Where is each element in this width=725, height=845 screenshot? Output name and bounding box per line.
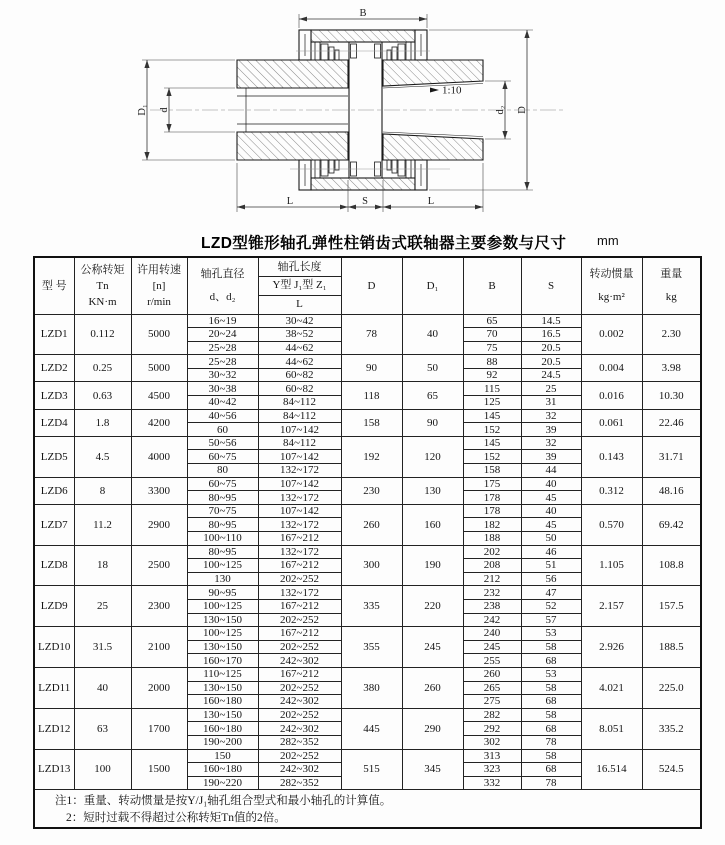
cell-bore-length: 107~142	[258, 504, 341, 518]
cell-speed: 2900	[131, 504, 187, 545]
cell-S: 68	[521, 695, 581, 709]
cell-model: LZD1	[34, 314, 74, 355]
cell-bore-diameter: 60	[187, 423, 258, 437]
cell-model: LZD10	[34, 627, 74, 668]
cell-inertia: 0.004	[581, 355, 642, 382]
cell-bore-diameter: 80	[187, 464, 258, 478]
cell-torque: 11.2	[74, 504, 131, 545]
cell-torque: 8	[74, 477, 131, 504]
left-hub-top-section	[237, 60, 348, 88]
cell-B: 152	[463, 450, 521, 464]
cell-bore-length: 202~252	[258, 613, 341, 627]
cell-S: 20.5	[521, 341, 581, 355]
dim-label-S: S	[362, 196, 368, 207]
cell-inertia: 2.157	[581, 586, 642, 627]
table-header	[34, 257, 701, 314]
cell-D1: 290	[402, 708, 463, 749]
cell-weight: 48.16	[642, 477, 701, 504]
cell-bore-length: 202~252	[258, 749, 341, 763]
cell-speed: 4500	[131, 382, 187, 409]
cell-D1: 190	[402, 545, 463, 586]
cell-D: 380	[341, 667, 402, 708]
cell-S: 16.5	[521, 328, 581, 342]
cell-speed: 5000	[131, 355, 187, 382]
cell-bore-length: 132~172	[258, 464, 341, 478]
table-row	[34, 749, 701, 763]
cell-model: LZD6	[34, 477, 74, 504]
cell-model: LZD5	[34, 436, 74, 477]
cell-S: 56	[521, 572, 581, 586]
cell-bore-length: 44~62	[258, 341, 341, 355]
cell-inertia: 0.570	[581, 504, 642, 545]
cell-weight: 69.42	[642, 504, 701, 545]
cell-S: 78	[521, 776, 581, 790]
cell-weight: 335.2	[642, 708, 701, 749]
cell-D1: 90	[402, 409, 463, 436]
col-header-B: B	[463, 257, 521, 314]
cell-B: 125	[463, 396, 521, 410]
cell-weight: 225.0	[642, 667, 701, 708]
cell-torque: 0.25	[74, 355, 131, 382]
cell-speed: 4200	[131, 409, 187, 436]
unit-label: mm	[597, 233, 619, 248]
cell-B: 175	[463, 477, 521, 491]
parameters-table	[33, 256, 702, 829]
cell-bore-diameter: 190~220	[187, 776, 258, 790]
dim-label-D1: D₁	[137, 104, 148, 116]
cell-B: 92	[463, 368, 521, 382]
cell-model: LZD11	[34, 667, 74, 708]
cell-inertia: 16.514	[581, 749, 642, 790]
cell-bore-diameter: 190~200	[187, 735, 258, 749]
cell-inertia: 2.926	[581, 627, 642, 668]
cell-bore-diameter: 70~75	[187, 504, 258, 518]
cell-bore-diameter: 60~75	[187, 477, 258, 491]
cell-torque: 1.8	[74, 409, 131, 436]
taper-label: 1:10	[442, 84, 462, 97]
table-row	[34, 382, 701, 396]
cell-speed: 1500	[131, 749, 187, 790]
note-2: 2：短时过载不得超过公称转矩Tn值的2倍。	[66, 811, 286, 824]
table-row	[34, 708, 701, 722]
cell-bore-diameter: 50~56	[187, 436, 258, 450]
cell-S: 58	[521, 640, 581, 654]
cell-B: 242	[463, 613, 521, 627]
cell-bore-diameter: 30~32	[187, 368, 258, 382]
cell-bore-length: 132~172	[258, 491, 341, 505]
cell-bore-diameter: 80~95	[187, 491, 258, 505]
cell-B: 178	[463, 504, 521, 518]
cell-S: 44	[521, 464, 581, 478]
cell-bore-length: 44~62	[258, 355, 341, 369]
cell-bore-diameter: 100~125	[187, 599, 258, 613]
notes-cell	[34, 790, 701, 828]
cell-inertia: 0.312	[581, 477, 642, 504]
cell-B: 178	[463, 491, 521, 505]
table-row	[34, 436, 701, 450]
cell-B: 202	[463, 545, 521, 559]
cell-S: 20.5	[521, 355, 581, 369]
cell-S: 58	[521, 749, 581, 763]
table-row	[34, 409, 701, 423]
dim-label-L-left: L	[286, 196, 294, 207]
cell-S: 24.5	[521, 368, 581, 382]
cell-B: 260	[463, 667, 521, 681]
cell-S: 57	[521, 613, 581, 627]
cell-S: 51	[521, 559, 581, 573]
cell-D1: 50	[402, 355, 463, 382]
table-notes	[34, 790, 701, 828]
right-hub-top-section	[383, 60, 483, 86]
cell-S: 45	[521, 518, 581, 532]
cell-weight: 31.71	[642, 436, 701, 477]
cell-S: 14.5	[521, 314, 581, 328]
cell-bore-length: 60~82	[258, 382, 341, 396]
cell-D1: 260	[402, 667, 463, 708]
cell-torque: 25	[74, 586, 131, 627]
cell-weight: 524.5	[642, 749, 701, 790]
cell-bore-length: 167~212	[258, 599, 341, 613]
cell-B: 188	[463, 532, 521, 546]
cell-bore-length: 167~212	[258, 667, 341, 681]
cell-bore-diameter: 20~24	[187, 328, 258, 342]
cell-D: 158	[341, 409, 402, 436]
cell-weight: 157.5	[642, 586, 701, 627]
cell-torque: 18	[74, 545, 131, 586]
cell-model: LZD7	[34, 504, 74, 545]
cell-weight: 3.98	[642, 355, 701, 382]
cell-bore-length: 84~112	[258, 409, 341, 423]
col-header-bore-diameter: 轴孔直径 d、d₂	[187, 257, 258, 314]
dim-label-d: d	[159, 107, 170, 113]
cell-S: 50	[521, 532, 581, 546]
cell-model: LZD3	[34, 382, 74, 409]
cell-bore-length: 282~352	[258, 735, 341, 749]
cell-B: 70	[463, 328, 521, 342]
cell-torque: 31.5	[74, 627, 131, 668]
table-row	[34, 314, 701, 328]
col-header-weight: 重量 kg	[642, 257, 701, 314]
table-row	[34, 355, 701, 369]
cell-B: 240	[463, 627, 521, 641]
cell-bore-diameter: 30~38	[187, 382, 258, 396]
taper-annotation	[430, 85, 462, 97]
cell-S: 68	[521, 763, 581, 777]
cell-bore-diameter: 100~125	[187, 559, 258, 573]
cell-bore-diameter: 80~95	[187, 545, 258, 559]
cell-B: 292	[463, 722, 521, 736]
cell-bore-length: 242~302	[258, 654, 341, 668]
cell-model: LZD12	[34, 708, 74, 749]
cell-bore-length: 132~172	[258, 586, 341, 600]
cell-B: 88	[463, 355, 521, 369]
table-row	[34, 504, 701, 518]
cell-weight: 2.30	[642, 314, 701, 355]
col-header-D1: D₁	[402, 257, 463, 314]
cell-S: 32	[521, 409, 581, 423]
cell-bore-diameter: 40~56	[187, 409, 258, 423]
cell-bore-diameter: 130~150	[187, 708, 258, 722]
cell-B: 282	[463, 708, 521, 722]
sleeve-top-ring	[311, 30, 415, 42]
cell-bore-diameter: 40~42	[187, 396, 258, 410]
cell-B: 275	[463, 695, 521, 709]
cell-bore-length: 132~172	[258, 518, 341, 532]
cell-B: 332	[463, 776, 521, 790]
cell-bore-diameter: 130	[187, 572, 258, 586]
cell-speed: 2100	[131, 627, 187, 668]
cell-D1: 345	[402, 749, 463, 790]
col-header-inertia: 转动惯量 kg·m²	[581, 257, 642, 314]
cell-S: 39	[521, 450, 581, 464]
cell-speed: 4000	[131, 436, 187, 477]
cell-bore-length: 167~212	[258, 559, 341, 573]
cell-inertia: 0.002	[581, 314, 642, 355]
cell-B: 245	[463, 640, 521, 654]
cell-bore-diameter: 160~170	[187, 654, 258, 668]
cell-S: 45	[521, 491, 581, 505]
cell-bore-diameter: 100~125	[187, 627, 258, 641]
cell-model: LZD8	[34, 545, 74, 586]
cell-D: 192	[341, 436, 402, 477]
cell-S: 39	[521, 423, 581, 437]
cell-inertia: 4.021	[581, 667, 642, 708]
page-title: LZD型锥形轴孔弹性柱销齿式联轴器主要参数与尺寸	[201, 235, 567, 252]
cell-bore-length: 202~252	[258, 681, 341, 695]
col-header-torque: 公称转矩 Tn KN·m	[74, 257, 131, 314]
table-row	[34, 477, 701, 491]
cell-inertia: 0.143	[581, 436, 642, 477]
cell-model: LZD4	[34, 409, 74, 436]
cell-bore-length: 202~252	[258, 708, 341, 722]
cell-D: 355	[341, 627, 402, 668]
cell-B: 145	[463, 436, 521, 450]
cell-bore-length: 60~82	[258, 368, 341, 382]
cell-B: 65	[463, 314, 521, 328]
cell-D: 78	[341, 314, 402, 355]
cell-speed: 5000	[131, 314, 187, 355]
cell-weight: 22.46	[642, 409, 701, 436]
cell-B: 265	[463, 681, 521, 695]
cell-speed: 2300	[131, 586, 187, 627]
cell-bore-diameter: 60~75	[187, 450, 258, 464]
cell-bore-length: 84~112	[258, 396, 341, 410]
cell-bore-diameter: 80~95	[187, 518, 258, 532]
col-header-speed: 许用转速 [n] r/min	[131, 257, 187, 314]
cell-bore-length: 38~52	[258, 328, 341, 342]
cell-S: 46	[521, 545, 581, 559]
cell-B: 75	[463, 341, 521, 355]
cell-speed: 2000	[131, 667, 187, 708]
table-row	[34, 627, 701, 641]
cell-bore-length: 242~302	[258, 722, 341, 736]
cell-speed: 3300	[131, 477, 187, 504]
cell-B: 158	[463, 464, 521, 478]
dim-label-B: B	[359, 8, 367, 19]
cell-bore-diameter: 160~180	[187, 695, 258, 709]
cell-torque: 4.5	[74, 436, 131, 477]
cell-S: 25	[521, 382, 581, 396]
col-header-bore-length: 轴孔长度	[258, 257, 341, 276]
left-hub-bottom-section	[237, 132, 348, 160]
cell-bore-length: 202~252	[258, 640, 341, 654]
cell-bore-length: 242~302	[258, 763, 341, 777]
cell-S: 47	[521, 586, 581, 600]
sleeve-bottom-ring	[311, 178, 415, 190]
cell-bore-diameter: 150	[187, 749, 258, 763]
col-header-S: S	[521, 257, 581, 314]
right-hub-bottom-section	[383, 134, 483, 160]
cell-bore-length: 107~142	[258, 423, 341, 437]
cell-B: 115	[463, 382, 521, 396]
cell-S: 53	[521, 667, 581, 681]
cell-S: 58	[521, 681, 581, 695]
cell-bore-length: 132~172	[258, 545, 341, 559]
col-header-D: D	[341, 257, 402, 314]
cell-S: 32	[521, 436, 581, 450]
table-row	[34, 586, 701, 600]
cell-bore-length: 167~212	[258, 532, 341, 546]
cell-bore-length: 107~142	[258, 450, 341, 464]
cell-D1: 245	[402, 627, 463, 668]
cell-S: 40	[521, 477, 581, 491]
cell-bore-diameter: 100~110	[187, 532, 258, 546]
cell-model: LZD9	[34, 586, 74, 627]
cell-bore-diameter: 90~95	[187, 586, 258, 600]
cell-torque: 0.112	[74, 314, 131, 355]
cell-D1: 65	[402, 382, 463, 409]
cell-weight: 108.8	[642, 545, 701, 586]
cell-B: 152	[463, 423, 521, 437]
cell-weight: 188.5	[642, 627, 701, 668]
cell-B: 145	[463, 409, 521, 423]
cell-inertia: 0.016	[581, 382, 642, 409]
cell-D1: 220	[402, 586, 463, 627]
cell-D1: 160	[402, 504, 463, 545]
table-body	[34, 314, 701, 790]
cell-model: LZD2	[34, 355, 74, 382]
coupling-section-drawing	[0, 0, 725, 232]
cell-D1: 130	[402, 477, 463, 504]
cell-bore-diameter: 160~180	[187, 763, 258, 777]
table-row	[34, 667, 701, 681]
cell-D: 118	[341, 382, 402, 409]
cell-bore-length: 30~42	[258, 314, 341, 328]
cell-bore-diameter: 130~150	[187, 681, 258, 695]
cell-bore-length: 107~142	[258, 477, 341, 491]
cell-torque: 63	[74, 708, 131, 749]
cell-bore-diameter: 130~150	[187, 613, 258, 627]
cell-bore-diameter: 110~125	[187, 667, 258, 681]
cell-bore-diameter: 25~28	[187, 355, 258, 369]
cell-B: 313	[463, 749, 521, 763]
table-row	[34, 545, 701, 559]
cell-bore-length: 242~302	[258, 695, 341, 709]
cell-B: 232	[463, 586, 521, 600]
dim-label-d2: d₂	[495, 105, 506, 115]
cell-S: 31	[521, 396, 581, 410]
cell-torque: 0.63	[74, 382, 131, 409]
cell-speed: 2500	[131, 545, 187, 586]
cell-inertia: 1.105	[581, 545, 642, 586]
cell-bore-length: 202~252	[258, 572, 341, 586]
col-header-bore-length-L: L	[258, 295, 341, 314]
dim-label-L-right: L	[427, 196, 435, 207]
dim-label-D: D	[517, 106, 528, 114]
cell-B: 212	[463, 572, 521, 586]
cell-D: 260	[341, 504, 402, 545]
cell-torque: 100	[74, 749, 131, 790]
cell-D: 335	[341, 586, 402, 627]
cell-B: 255	[463, 654, 521, 668]
cell-S: 78	[521, 735, 581, 749]
cell-S: 68	[521, 654, 581, 668]
cell-D: 300	[341, 545, 402, 586]
cell-D1: 120	[402, 436, 463, 477]
cell-bore-length: 282~352	[258, 776, 341, 790]
cell-weight: 10.30	[642, 382, 701, 409]
cell-D: 515	[341, 749, 402, 790]
cell-B: 323	[463, 763, 521, 777]
cell-S: 40	[521, 504, 581, 518]
cell-B: 208	[463, 559, 521, 573]
cell-bore-length: 167~212	[258, 627, 341, 641]
cell-S: 68	[521, 722, 581, 736]
cell-inertia: 8.051	[581, 708, 642, 749]
cell-bore-length: 84~112	[258, 436, 341, 450]
note-1: 注1：重量、转动惯量是按Y/J₁轴孔组合型式和最小轴孔的计算值。	[55, 795, 392, 808]
cell-inertia: 0.061	[581, 409, 642, 436]
cell-model: LZD13	[34, 749, 74, 790]
cell-bore-diameter: 160~180	[187, 722, 258, 736]
cell-bore-diameter: 16~19	[187, 314, 258, 328]
col-header-bore-length-types: Y型 J₁型 Z₁	[258, 276, 341, 295]
cell-S: 53	[521, 627, 581, 641]
cell-S: 58	[521, 708, 581, 722]
cell-D: 445	[341, 708, 402, 749]
cell-torque: 40	[74, 667, 131, 708]
col-header-model: 型 号	[34, 257, 74, 314]
cell-speed: 1700	[131, 708, 187, 749]
cell-D1: 40	[402, 314, 463, 355]
cell-B: 302	[463, 735, 521, 749]
cell-D: 230	[341, 477, 402, 504]
cell-D: 90	[341, 355, 402, 382]
cell-B: 182	[463, 518, 521, 532]
cell-bore-diameter: 130~150	[187, 640, 258, 654]
cell-B: 238	[463, 599, 521, 613]
notes-row	[34, 790, 701, 828]
cell-S: 52	[521, 599, 581, 613]
cell-bore-diameter: 25~28	[187, 341, 258, 355]
